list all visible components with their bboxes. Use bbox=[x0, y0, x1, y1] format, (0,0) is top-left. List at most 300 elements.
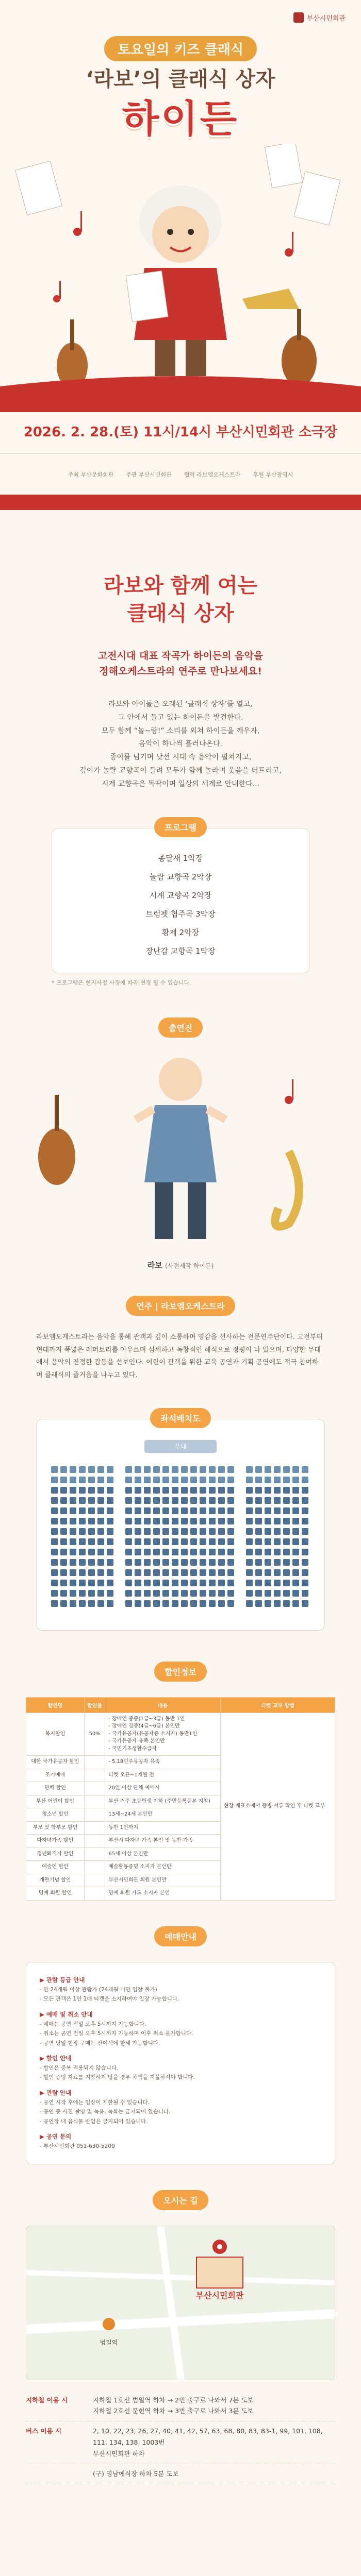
cast-label: 출연진 bbox=[158, 1018, 203, 1038]
seat bbox=[51, 1538, 58, 1545]
seat bbox=[283, 1518, 290, 1524]
seat bbox=[181, 1477, 188, 1483]
seat bbox=[51, 1559, 58, 1566]
seat bbox=[209, 1600, 216, 1607]
seat bbox=[200, 1477, 206, 1483]
discount-content: - 장애인 중증(1급~3급) 동반 1인 - 장애인 경증(4급~6급) 본인만 - 국가유공자(유공자증 소지자) 동반1인 - 국가유공자 유족 본인만 - 국민기초생활수급자 bbox=[105, 1713, 221, 1756]
seat bbox=[209, 1518, 216, 1524]
seat bbox=[283, 1538, 290, 1545]
seat bbox=[181, 1580, 188, 1586]
seat bbox=[153, 1569, 160, 1576]
notice-heading: ▶ 할인 안내 bbox=[40, 2054, 72, 2062]
seat bbox=[97, 1487, 104, 1494]
discount-rate bbox=[84, 1795, 105, 1808]
seat bbox=[88, 1466, 95, 1473]
seat bbox=[190, 1549, 197, 1555]
seat bbox=[97, 1518, 104, 1524]
seat bbox=[283, 1497, 290, 1504]
seat bbox=[162, 1590, 169, 1597]
seat bbox=[135, 1507, 141, 1514]
seat bbox=[107, 1559, 113, 1566]
seat bbox=[135, 1538, 141, 1545]
discount-rate bbox=[84, 1782, 105, 1795]
seat bbox=[265, 1538, 271, 1545]
discount-name: 다자녀가족 할인 bbox=[26, 1835, 85, 1848]
notice-heading: ▶ 관람 안내 bbox=[40, 2089, 72, 2096]
seat bbox=[153, 1549, 160, 1555]
seat bbox=[265, 1497, 271, 1504]
discount-label: 할인정보 bbox=[154, 1662, 207, 1682]
seat bbox=[200, 1507, 206, 1514]
seat bbox=[60, 1538, 67, 1545]
seat bbox=[51, 1549, 58, 1555]
col-issue: 티켓 교부 방법 bbox=[220, 1697, 335, 1713]
seat bbox=[292, 1487, 299, 1494]
seat bbox=[60, 1549, 67, 1555]
seat bbox=[190, 1477, 197, 1483]
seat bbox=[209, 1559, 216, 1566]
seat bbox=[292, 1507, 299, 1514]
seat bbox=[227, 1549, 234, 1555]
discount-name: 부산 어린이 할인 bbox=[26, 1795, 85, 1808]
seat bbox=[144, 1507, 151, 1514]
seat bbox=[227, 1580, 234, 1586]
cast-role: (사전제작 하이든) bbox=[165, 1262, 214, 1270]
seat bbox=[255, 1477, 262, 1483]
seat bbox=[125, 1549, 132, 1555]
seat bbox=[107, 1600, 113, 1607]
seat bbox=[70, 1518, 76, 1524]
seat bbox=[283, 1528, 290, 1535]
seat bbox=[51, 1507, 58, 1514]
stage-label: 무대 bbox=[144, 1440, 217, 1453]
seat bbox=[162, 1600, 169, 1607]
seat bbox=[181, 1569, 188, 1576]
seat bbox=[190, 1487, 197, 1494]
footer-organizer: 주관 부산시민회관 bbox=[126, 471, 172, 478]
seat bbox=[172, 1590, 178, 1597]
seat bbox=[227, 1590, 234, 1597]
seat bbox=[144, 1487, 151, 1494]
seat bbox=[218, 1518, 225, 1524]
transit-row bbox=[26, 2391, 335, 2422]
seat bbox=[79, 1569, 86, 1576]
seat bbox=[107, 1528, 113, 1535]
discount-name: 명예 회원 할인 bbox=[26, 1887, 85, 1901]
seat bbox=[200, 1549, 206, 1555]
seat bbox=[88, 1487, 95, 1494]
seat bbox=[246, 1549, 253, 1555]
seat bbox=[172, 1477, 178, 1483]
notice-line: - 만 24개월 이상 관람가 (24개월 미만 입장 불가) bbox=[40, 1986, 157, 1993]
intro-heading bbox=[31, 572, 330, 628]
map-station-label: 범일역 bbox=[100, 2338, 118, 2346]
transit-row bbox=[26, 2421, 335, 2464]
transit-key bbox=[26, 2468, 93, 2480]
seat bbox=[125, 1600, 132, 1607]
seat bbox=[135, 1600, 141, 1607]
seat bbox=[181, 1507, 188, 1514]
program-label: 프로그램 bbox=[154, 817, 207, 837]
seat bbox=[218, 1497, 225, 1504]
seat bbox=[255, 1518, 262, 1524]
seat bbox=[172, 1549, 178, 1555]
seat bbox=[283, 1600, 290, 1607]
seat bbox=[60, 1487, 67, 1494]
seat bbox=[60, 1559, 67, 1566]
seat bbox=[190, 1528, 197, 1535]
seat bbox=[172, 1528, 178, 1535]
seat bbox=[153, 1466, 160, 1473]
seat bbox=[107, 1549, 113, 1555]
table-row bbox=[26, 1713, 335, 1756]
seat bbox=[181, 1590, 188, 1597]
seat bbox=[246, 1466, 253, 1473]
haydn-character-icon bbox=[126, 185, 227, 376]
discount-rate bbox=[84, 1861, 105, 1874]
org-logo[interactable] bbox=[293, 12, 346, 23]
seat bbox=[153, 1538, 160, 1545]
seat bbox=[162, 1528, 169, 1535]
seat bbox=[88, 1569, 95, 1576]
seat bbox=[153, 1487, 160, 1494]
seat bbox=[190, 1538, 197, 1545]
seat bbox=[144, 1600, 151, 1607]
location-map[interactable] bbox=[26, 2226, 335, 2380]
discount-name: 정년퇴직자 할인 bbox=[26, 1848, 85, 1861]
hero-illustration bbox=[0, 144, 361, 412]
seat bbox=[172, 1569, 178, 1576]
seat bbox=[51, 1590, 58, 1597]
seat bbox=[246, 1487, 253, 1494]
seat bbox=[274, 1487, 281, 1494]
seat bbox=[255, 1580, 262, 1586]
seat bbox=[144, 1518, 151, 1524]
notice-line: - 공연 시작 후에는 입장이 제한될 수 있습니다. bbox=[40, 2099, 150, 2106]
seat bbox=[227, 1569, 234, 1576]
seat bbox=[200, 1487, 206, 1494]
seat bbox=[200, 1559, 206, 1566]
seat bbox=[153, 1497, 160, 1504]
seat bbox=[125, 1569, 132, 1576]
seat bbox=[153, 1600, 160, 1607]
notice-section bbox=[0, 1926, 361, 2164]
seat bbox=[135, 1549, 141, 1555]
hero-footer bbox=[0, 453, 361, 495]
seat bbox=[107, 1507, 113, 1514]
seat bbox=[265, 1559, 271, 1566]
seat bbox=[292, 1600, 299, 1607]
notice-line: - 취소는 공연 전일 오후 5시까지 가능하며 이후 취소 불가합니다. bbox=[40, 2030, 193, 2037]
seat bbox=[144, 1590, 151, 1597]
seat bbox=[292, 1466, 299, 1473]
seat bbox=[70, 1507, 76, 1514]
music-note-icon bbox=[285, 1079, 293, 1104]
seat bbox=[153, 1590, 160, 1597]
seat bbox=[107, 1466, 113, 1473]
seat bbox=[190, 1569, 197, 1576]
discount-content: 13세~24세 본인만 bbox=[105, 1808, 221, 1822]
notice-heading: ▶ 공연 문의 bbox=[40, 2133, 72, 2141]
seat bbox=[51, 1600, 58, 1607]
seat bbox=[60, 1580, 67, 1586]
seat bbox=[60, 1507, 67, 1514]
seat bbox=[107, 1487, 113, 1494]
cast-name-text: 라보 bbox=[147, 1261, 162, 1270]
intro-lead bbox=[31, 648, 330, 680]
seat bbox=[292, 1580, 299, 1586]
org-logo-text: 부산시민회관 bbox=[306, 14, 346, 23]
seat bbox=[88, 1600, 95, 1607]
seat bbox=[274, 1507, 281, 1514]
seat bbox=[227, 1600, 234, 1607]
seat bbox=[88, 1497, 95, 1504]
seat bbox=[218, 1600, 225, 1607]
seat bbox=[125, 1518, 132, 1524]
discount-table bbox=[26, 1697, 335, 1901]
seat bbox=[162, 1569, 169, 1576]
seat bbox=[144, 1466, 151, 1473]
seat bbox=[200, 1538, 206, 1545]
seat bbox=[135, 1569, 141, 1576]
seat bbox=[292, 1477, 299, 1483]
seat bbox=[70, 1569, 76, 1576]
seat bbox=[97, 1580, 104, 1586]
seat bbox=[302, 1487, 308, 1494]
badge-text: 토요일의 키즈 클래식 bbox=[104, 36, 257, 61]
issue-method: 현장 매표소에서 증빙 서류 확인 후 티켓 교부 bbox=[220, 1713, 335, 1900]
seat bbox=[255, 1600, 262, 1607]
seat bbox=[190, 1518, 197, 1524]
seat bbox=[302, 1600, 308, 1607]
seat bbox=[181, 1497, 188, 1504]
seat bbox=[227, 1538, 234, 1545]
discount-content: 티켓 오픈~1개월 전 bbox=[105, 1769, 221, 1782]
seat bbox=[265, 1590, 271, 1597]
seat bbox=[227, 1497, 234, 1504]
seat bbox=[79, 1549, 86, 1555]
seat bbox=[51, 1477, 58, 1483]
desc-line: 라보와 아이들은 오래된 ‘클래식 상자’를 열고, bbox=[108, 700, 253, 708]
seat bbox=[107, 1497, 113, 1504]
seat bbox=[88, 1538, 95, 1545]
seat bbox=[283, 1507, 290, 1514]
seat bbox=[200, 1466, 206, 1473]
hero bbox=[0, 0, 361, 495]
seat bbox=[292, 1538, 299, 1545]
notice-line: - 공연장 내 음식물 반입은 금지되어 있습니다. bbox=[40, 2118, 148, 2125]
seat bbox=[60, 1528, 67, 1535]
seat-grid bbox=[47, 1463, 315, 1618]
seat bbox=[209, 1477, 216, 1483]
performer-icon bbox=[134, 1058, 228, 1239]
transit-value: 지하철 1호선 범일역 하차 → 2번 출구로 나와서 7분 도보 지하철 2호선 문현역 하차 → 3번 출구로 나와서 3분 도보 bbox=[93, 2396, 254, 2415]
seat bbox=[265, 1487, 271, 1494]
seat bbox=[51, 1466, 58, 1473]
seat bbox=[135, 1487, 141, 1494]
intro-heading-line1: 라보와 함께 여는 bbox=[103, 574, 258, 598]
seat bbox=[283, 1580, 290, 1586]
saxophone-icon bbox=[275, 1151, 299, 1227]
seat bbox=[125, 1477, 132, 1483]
seat bbox=[79, 1559, 86, 1566]
seat bbox=[274, 1497, 281, 1504]
seat bbox=[255, 1497, 262, 1504]
seat bbox=[144, 1559, 151, 1566]
discount-content: 부산 거주 초등학생 이하 (주민등록등본 지참) bbox=[105, 1795, 221, 1808]
seat bbox=[302, 1538, 308, 1545]
seat bbox=[79, 1538, 86, 1545]
seat bbox=[135, 1518, 141, 1524]
program-item: 황제 2악장 bbox=[161, 928, 200, 938]
route-section bbox=[0, 2190, 361, 2484]
seat bbox=[70, 1549, 76, 1555]
notice-box bbox=[26, 1962, 335, 2164]
seat bbox=[135, 1477, 141, 1483]
seat bbox=[97, 1569, 104, 1576]
seat bbox=[255, 1507, 262, 1514]
seat bbox=[162, 1538, 169, 1545]
seat bbox=[200, 1497, 206, 1504]
seat bbox=[292, 1518, 299, 1524]
discount-rate bbox=[84, 1835, 105, 1848]
seat bbox=[181, 1518, 188, 1524]
seat bbox=[79, 1600, 86, 1607]
seat bbox=[135, 1580, 141, 1586]
seat bbox=[246, 1600, 253, 1607]
seat bbox=[200, 1590, 206, 1597]
desc-line: 시계 교향곡은 똑딱이며 일상의 세계로 안내한다... bbox=[101, 780, 260, 789]
discount-body bbox=[26, 1713, 335, 1900]
seat bbox=[125, 1590, 132, 1597]
seat bbox=[209, 1507, 216, 1514]
seat bbox=[292, 1497, 299, 1504]
seat bbox=[88, 1528, 95, 1535]
seat bbox=[283, 1549, 290, 1555]
seat bbox=[125, 1538, 132, 1545]
seat bbox=[255, 1559, 262, 1566]
seat bbox=[190, 1590, 197, 1597]
footer-host: 주최 부산문화회관 bbox=[68, 471, 114, 478]
desc-line: 모두 함께 “놀~람!” 소리를 외쳐 하이든을 깨우자, bbox=[101, 726, 260, 735]
seat bbox=[79, 1590, 86, 1597]
intro-section bbox=[0, 510, 361, 791]
notice-line: - 모든 관객은 1인 1매 티켓을 소지하여야 입장 가능합니다. bbox=[40, 1996, 179, 2003]
seat bbox=[265, 1528, 271, 1535]
seat bbox=[172, 1600, 178, 1607]
seat bbox=[88, 1507, 95, 1514]
seat bbox=[144, 1477, 151, 1483]
program-note: * 프로그램은 현지사정 사정에 따라 변경 될 수 있습니다. bbox=[52, 979, 191, 987]
transit-key: 버스 이용 시 bbox=[26, 2427, 62, 2435]
seat bbox=[302, 1507, 308, 1514]
seat bbox=[60, 1477, 67, 1483]
seat bbox=[79, 1477, 86, 1483]
discount-content: 부산시민회관 회원 본인만 bbox=[105, 1874, 221, 1887]
map-graphic bbox=[26, 2226, 335, 2380]
seat bbox=[172, 1518, 178, 1524]
seat bbox=[162, 1507, 169, 1514]
seat bbox=[70, 1528, 76, 1535]
discount-content: 65세 이상 본인만 bbox=[105, 1848, 221, 1861]
seat bbox=[181, 1487, 188, 1494]
seat bbox=[255, 1487, 262, 1494]
seat bbox=[51, 1528, 58, 1535]
seat bbox=[190, 1507, 197, 1514]
seat bbox=[218, 1549, 225, 1555]
seat bbox=[97, 1477, 104, 1483]
seat bbox=[200, 1600, 206, 1607]
seat bbox=[144, 1497, 151, 1504]
discount-content: 명예 회원 카드 소지자 본인 bbox=[105, 1887, 221, 1901]
seat bbox=[79, 1528, 86, 1535]
transit-key: 지하철 이용 시 bbox=[26, 2396, 68, 2404]
seat bbox=[88, 1590, 95, 1597]
seat bbox=[265, 1600, 271, 1607]
seat bbox=[246, 1497, 253, 1504]
seat bbox=[135, 1559, 141, 1566]
seat bbox=[153, 1477, 160, 1483]
transit-row bbox=[26, 2464, 335, 2484]
seat bbox=[274, 1569, 281, 1576]
red-curtain-icon bbox=[0, 376, 361, 412]
seat bbox=[162, 1497, 169, 1504]
seat bbox=[200, 1518, 206, 1524]
seat bbox=[162, 1466, 169, 1473]
seat bbox=[70, 1466, 76, 1473]
seat bbox=[265, 1549, 271, 1555]
notice-label: 예매안내 bbox=[154, 1926, 207, 1946]
discount-name: 예술인 할인 bbox=[26, 1861, 85, 1874]
seat bbox=[60, 1600, 67, 1607]
seat bbox=[274, 1466, 281, 1473]
transit-value: 2, 10, 22, 23, 26, 27, 40, 41, 42, 57, 63, 68, 80, 83, 83-1, 99, 101, 108, 111, 134, 138, 1003번 부산시민회관 하차 bbox=[93, 2427, 323, 2458]
program-section bbox=[0, 817, 361, 987]
seat bbox=[60, 1497, 67, 1504]
seat bbox=[125, 1466, 132, 1473]
seat bbox=[218, 1580, 225, 1586]
discount-rate bbox=[84, 1769, 105, 1782]
notice-line: - 공연 당일 현장 구매는 잔여석에 한해 가능합니다. bbox=[40, 2040, 160, 2046]
seat bbox=[218, 1590, 225, 1597]
program-item: 종달새 1악장 bbox=[158, 854, 203, 863]
seat bbox=[88, 1559, 95, 1566]
discount-rate bbox=[84, 1821, 105, 1835]
seat bbox=[70, 1590, 76, 1597]
seat bbox=[246, 1590, 253, 1597]
performer-illustration bbox=[0, 1038, 361, 1255]
notice-line: - 할인은 중복 적용되지 않습니다. bbox=[40, 2065, 119, 2072]
discount-name: 청소년 할인 bbox=[26, 1808, 85, 1822]
seat bbox=[88, 1549, 95, 1555]
col-rate: 할인율 bbox=[84, 1697, 105, 1713]
orchestra-label: 연주 | 라보엠오케스트라 bbox=[126, 1296, 235, 1316]
seat bbox=[265, 1518, 271, 1524]
orchestra-text: 라보엠오케스트라는 음악을 통해 관객과 깊이 소통하며 영감을 선사하는 전문연주단이다. 고전부터 현대까지 폭넓은 레퍼토리를 아우르며 섬세하고 독창적인 해석으로 정평이 나 있으며, 다양한 무대에서 음악의 진정한 감동을 선보인다. 어린이 관객을 위한 교육 공연과 기획 공연에도 적극 참여하며 클래식의 즐거움을 나누고 있다. bbox=[36, 1333, 323, 1380]
event-date: 2026. 2. 28.(토) 11시/14시 부산시민회관 소극장 bbox=[23, 425, 338, 440]
seat bbox=[60, 1518, 67, 1524]
seat bbox=[283, 1466, 290, 1473]
seat bbox=[144, 1580, 151, 1586]
intro-lead-line2: 정해오케스트라의 연주로 만나보세요! bbox=[99, 666, 262, 677]
seat bbox=[97, 1538, 104, 1545]
seat bbox=[88, 1518, 95, 1524]
seat-map bbox=[36, 1419, 325, 1631]
seat bbox=[265, 1580, 271, 1586]
orchestra-section bbox=[0, 1296, 361, 1382]
seat bbox=[209, 1497, 216, 1504]
discount-name: 부모 및 학부모 할인 bbox=[26, 1821, 85, 1835]
